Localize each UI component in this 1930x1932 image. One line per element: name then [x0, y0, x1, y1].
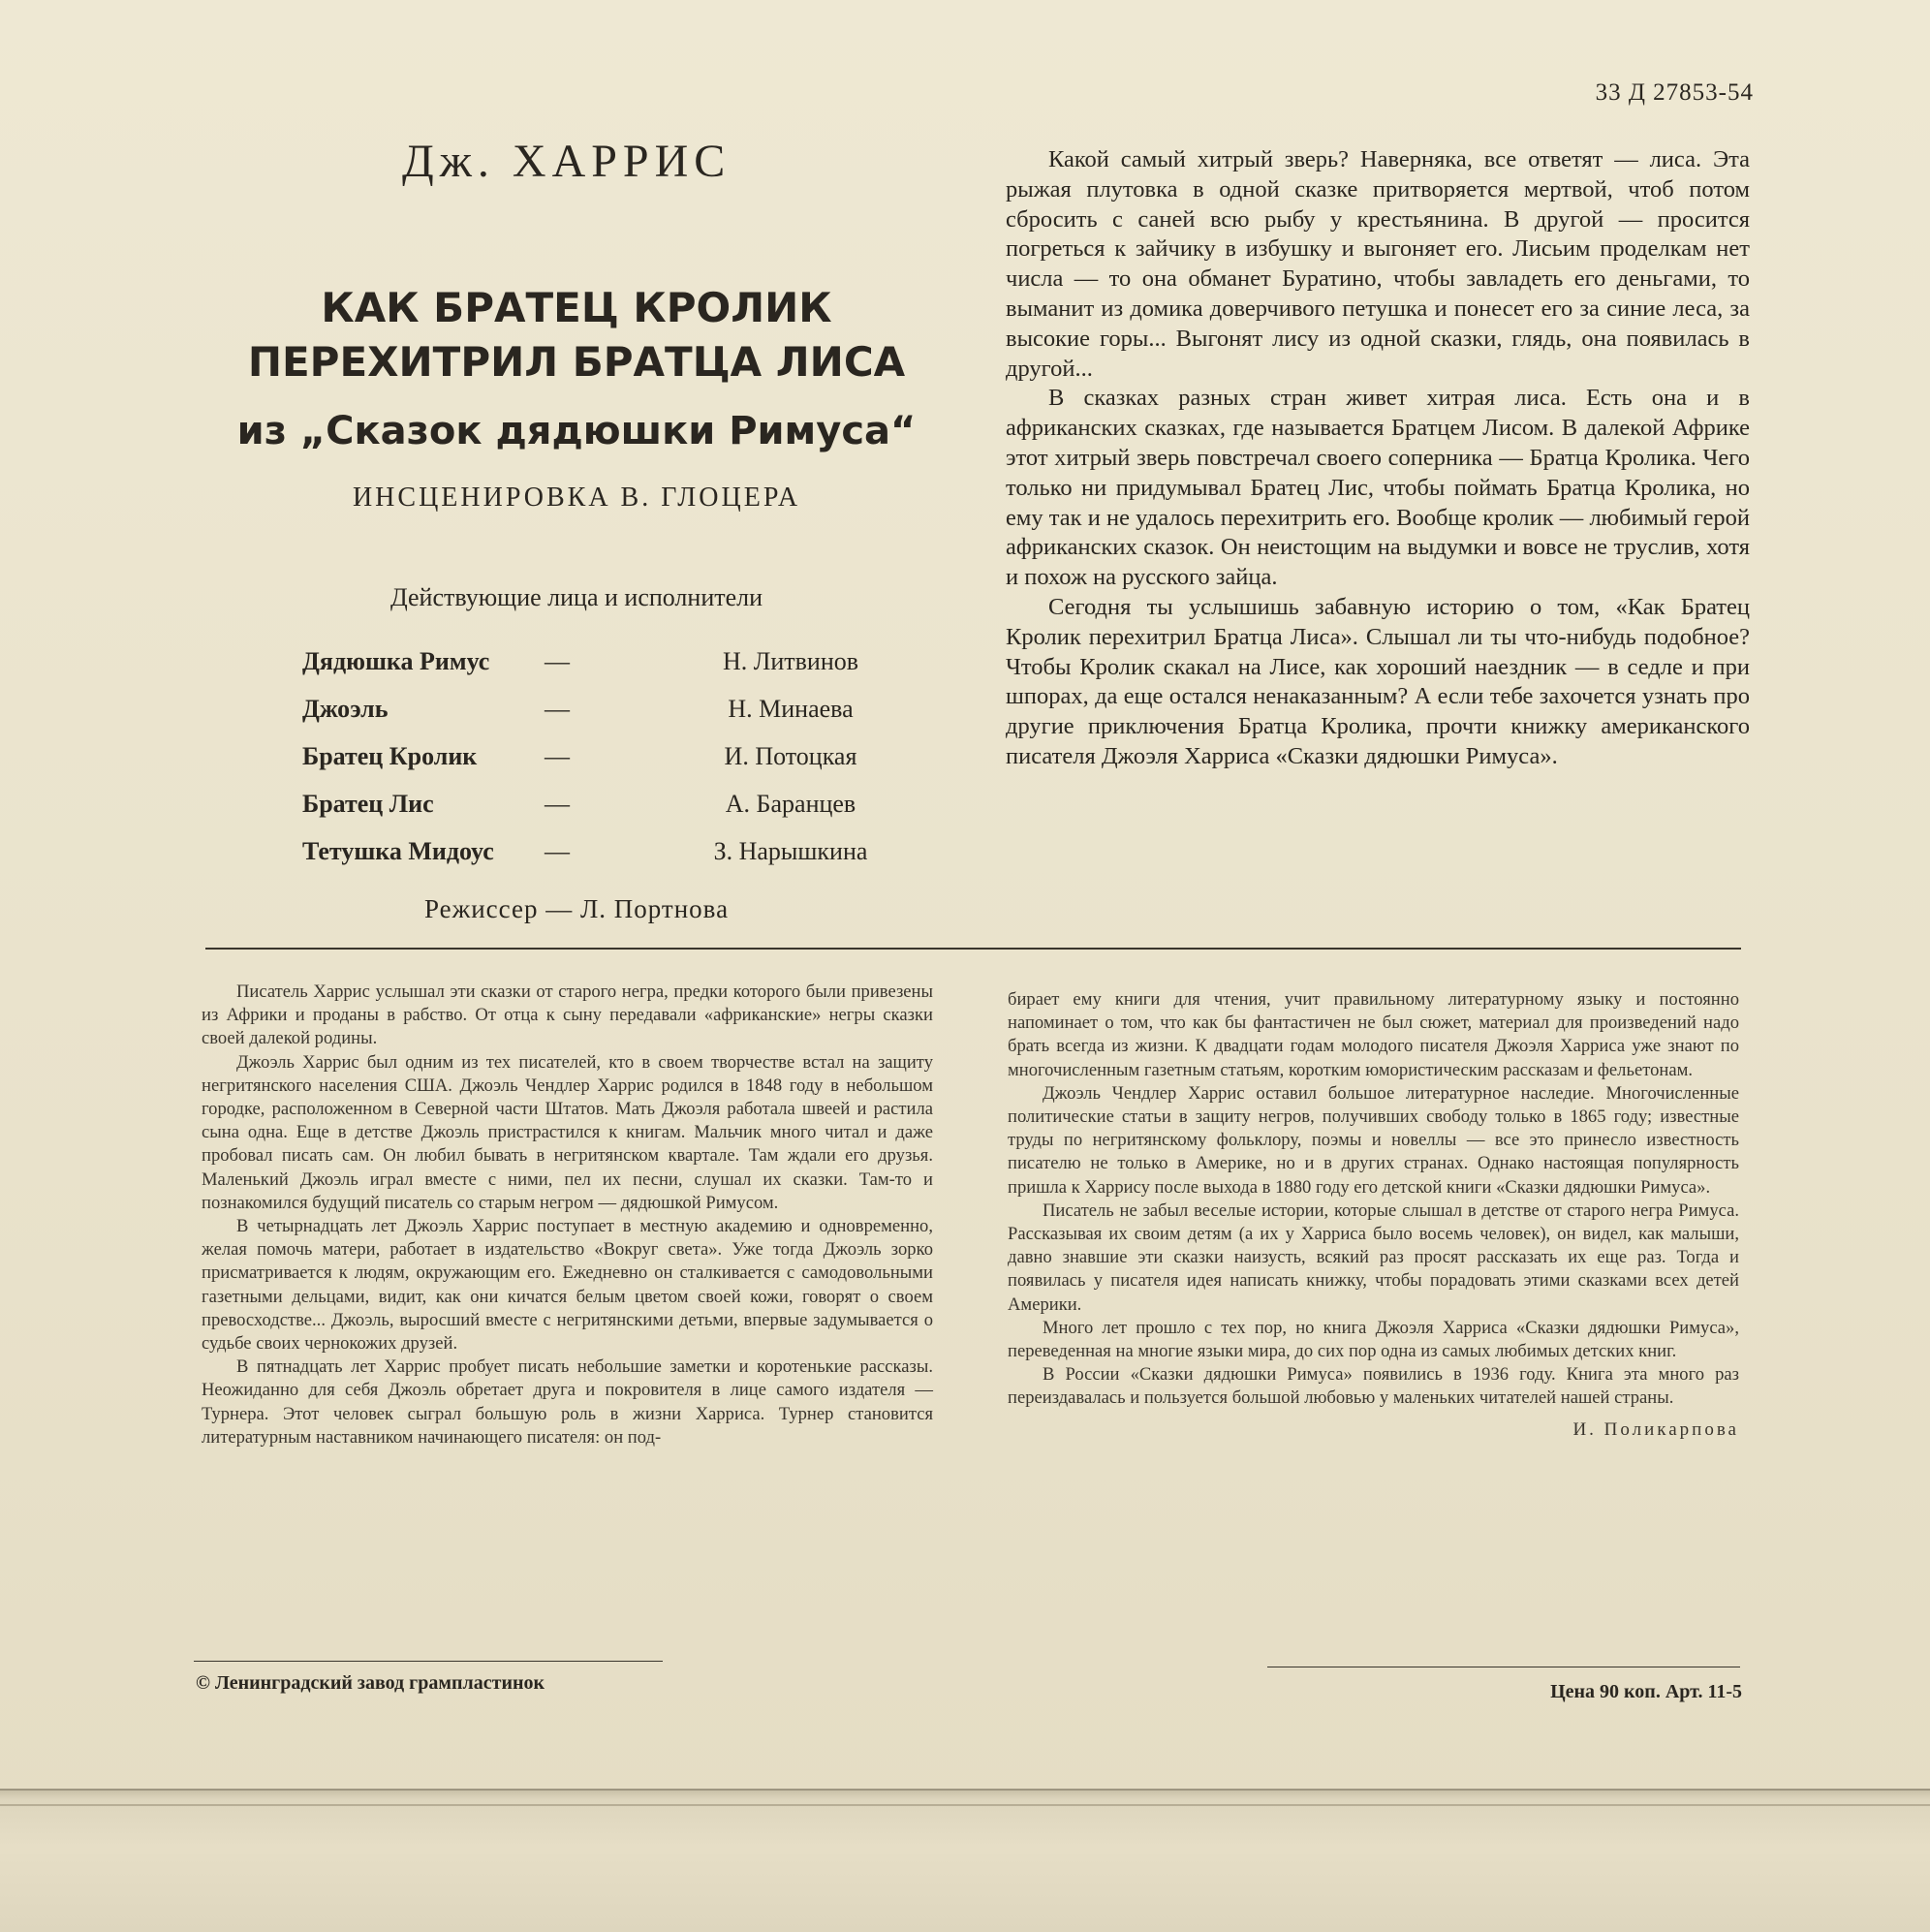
bio-paragraph: Писатель не забыл веселые истории, которые слышал в детстве от старого негра Римуса. Рассказывая их своим детям (а их у Харриса было восемь человек), он видел, как малыши, давно знавшие эти сказки наизусть, всякий раз просят рассказать их еще раз. Тогда и появилась у писателя идея написать книжку, чтобы порадовать этими сказками всех детей Америки.	[1008, 1200, 1739, 1315]
cast-actor: А. Баранцев	[725, 790, 856, 818]
cast-row	[194, 695, 959, 742]
cast-role: Братец Лис	[302, 790, 434, 818]
cast-actor: З. Нарышкина	[713, 837, 868, 865]
cast-dash: —	[545, 742, 570, 770]
cast-actor: Н. Минаева	[728, 695, 854, 723]
cast-row	[194, 837, 959, 885]
cast-row	[194, 647, 959, 695]
biography-column-1	[202, 981, 933, 1449]
cast-actor: И. Потоцкая	[724, 742, 857, 770]
catalog-number: 33 Д 27853-54	[1595, 79, 1754, 106]
signature: И. Поликарпова	[1572, 1418, 1739, 1440]
cast-role: Братец Кролик	[302, 742, 478, 770]
cast-dash: —	[545, 837, 570, 865]
bio-paragraph: Джоэль Чендлер Харрис оставил большое литературное наследие. Многочисленные политические статьи в защиту негров, получивших свободу только в 1865 году; известные труды по негритянскому фольклору, поэмы и новеллы — все это принесло известность писателю не только в Америке, но и в других странах. Однако настоящая популярность пришла к Харрису после выхода в 1880 году его детской книги «Сказки дядюшки Римуса».	[1008, 1082, 1739, 1198]
director-credit: Режиссер — Л. Портнова	[423, 894, 730, 923]
cast-row	[194, 742, 959, 790]
author-name: Дж. ХАРРИС	[402, 136, 732, 187]
cast-role: Джоэль	[302, 695, 389, 723]
cast-actor: Н. Литвинов	[722, 647, 859, 675]
cast-dash: —	[545, 647, 570, 675]
title-block	[194, 131, 959, 924]
intro-paragraph: Сегодня ты услышишь забавную историю о том, «Как Братец Кролик перехитрил Братца Лиса». Слышал ли ты что-нибудь подобное? Чтобы Кролик скакал на Лисе, как хороший наездник — в седле и при шпорах, да еще остался ненаказанным? А если тебе захочется узнать про другие приключения Братца Кролика, прочти книжку американского писателя Джоэля Харриса «Сказки дядюшки Римуса».	[1006, 593, 1750, 769]
section-divider	[205, 948, 1741, 950]
footer-divider-left	[194, 1661, 663, 1662]
cast-heading: Действующие лица и исполнители	[389, 583, 763, 611]
biography-column-2	[1008, 988, 1739, 1442]
intro-text	[1006, 145, 1750, 772]
bio-paragraph: бирает ему книги для чтения, учит правильному литературному языку и постоянно напоминает о том, что как бы фантастичен не был сюжет, материал для произведений надо брать всегда из жизни. К двадцати годам молодого писателя Джоэля Харриса уже знают по многочисленным газетным статьям, коротким юмористическим рассказам и фельетонам.	[1008, 989, 1739, 1080]
cast-dash: —	[545, 695, 570, 723]
staging-credit: ИНСЦЕНИРОВКА В. ГЛОЦЕРА	[352, 483, 801, 513]
price-label: Цена 90 коп. Арт. 11-5	[1550, 1681, 1742, 1702]
cast-list	[194, 647, 959, 885]
publisher-credit: © Ленинградский завод грампластинок	[196, 1672, 545, 1694]
fold-crease	[0, 1804, 1930, 1806]
bio-paragraph: В России «Сказки дядюшки Римуса» появились в 1936 году. Книга эта много раз переиздавалась и пользуется большой любовью у маленьких читателей нашей страны.	[1008, 1364, 1739, 1409]
intro-paragraph: В сказках разных стран живет хитрая лиса. Есть она и в африканских сказках, где называется Братцем Лисом. В далекой Африке этот хитрый зверь повстречал своего соперника — Братца Кролика. Чего только ни придумывал Братец Лис, чтобы поймать Братца Кролика, но ему так и не удалось перехитрить его. Вообще кролик — любимый герой африканских сказок. Он неистощим на выдумки и вовсе не труслив, хотя и похож на русского зайца.	[1006, 385, 1750, 591]
intro-paragraph: Какой самый хитрый зверь? Наверняка, все ответят — лиса. Эта рыжая плутовка в одной сказке притворяется мертвой, чтоб потом сбросить с саней всю рыбу у крестьянина. В другой — просится погреться к зайчику в избушку и выгоняет его. Лисьим проделкам нет числа — то она обманет Буратино, чтобы завладеть его деньгами, то выманит из домика доверчивого петушка и понесет его за синие леса, за высокие горы... Выгонят лису из одной сказки, глядь, она появилась в другой...	[1006, 146, 1750, 382]
cast-role: Дядюшка Римус	[302, 647, 490, 675]
bio-paragraph: В пятнадцать лет Харрис пробует писать небольшие заметки и коротенькие рассказы. Неожиданно для себя Джоэль обретает друга и покровителя в лице самого издателя — Турнера. Этот человек сыграл большую роль в жизни Харриса. Турнер становится литературным наставником начинающего писателя: он под-	[202, 1356, 933, 1448]
cast-dash: —	[545, 790, 570, 818]
cast-row	[194, 790, 959, 837]
bio-paragraph: Писатель Харрис услышал эти сказки от старого негра, предки которого были привезены из Африки и проданы в рабство. От отца к сыну передавали «африканские» негры сказки своей далекой родины.	[202, 982, 933, 1049]
title-line-1: КАК БРАТЕЦ КРОЛИК	[321, 284, 832, 331]
cast-role: Тетушка Мидоус	[302, 837, 494, 865]
sleeve-fold	[0, 1789, 1930, 1932]
bio-paragraph: Джоэль Харрис был одним из тех писателей, кто в своем творчестве встал на защиту негритянского населения США. Джоэль Чендлер Харрис родился в 1848 году в небольшом городке, расположенном в Северной части Штатов. Мать Джоэля работала швеей и растила сына одна. Еще в детстве Джоэль пристрастился к книгам. Мальчик много читал и даже пробовал писать сам. Он любил бывать в негритянском квартале. Там ждали его друзья. Маленький Джоэль играл вместе с ними, пел их песни, слушал их сказки. Там-то и познакомился будущий писатель со старым негром — дядюшкой Римусом.	[202, 1051, 933, 1213]
title-line-2: ПЕРЕХИТРИЛ БРАТЦА ЛИСА	[247, 338, 906, 386]
bio-paragraph: В четырнадцать лет Джоэль Харрис поступает в местную академию и одновременно, желая помочь матери, работает в издательство «Вокруг света». Уже тогда Джоэль зорко присматривается к людям, окружающим его. Ежедневно он сталкивается с самодовольными газетными дельцами, видит, как они кичатся белым цветом своей кожи, говорят о своем превосходстве... Джоэль, выросший вместе с негритянскими детьми, впервые задумывается о судьбе своих чернокожих друзей.	[202, 1216, 933, 1355]
subtitle: из „Сказок дядюшки Римуса“	[236, 409, 917, 453]
bio-paragraph: Много лет прошло с тех пор, но книга Джоэля Харриса «Сказки дядюшки Римуса», переведенная на многие языки мира, до сих пор одна из самых любимых детских книг.	[1008, 1317, 1739, 1362]
